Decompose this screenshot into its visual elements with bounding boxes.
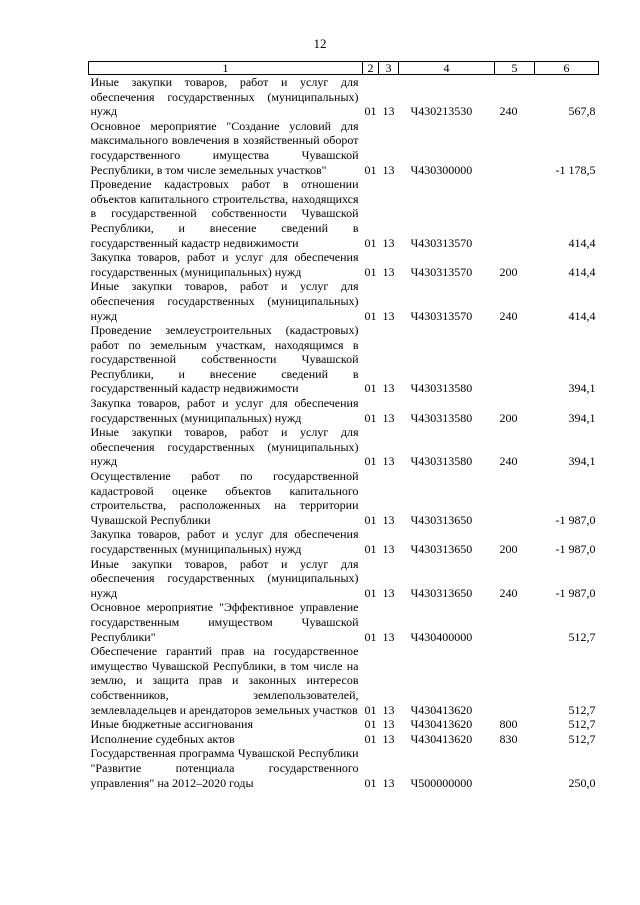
table-row [89,746,599,790]
table-row [89,717,599,732]
table-row [89,600,599,644]
row-section: 01 [364,381,377,396]
row-amount: -1 987,0 [555,512,596,527]
row-expense-type [495,323,535,396]
row-subsection: 13 [382,731,395,746]
row-section: 01 [364,162,377,177]
row-section: 01 [364,454,377,469]
row-amount: 394,1 [568,454,596,469]
budget-table [88,61,599,790]
table-row [89,732,599,747]
row-expense-type [495,119,535,177]
row-subsection: 13 [382,629,395,644]
row-section: 01 [364,629,377,644]
row-target-article: Ч430313650 [410,512,473,527]
row-amount: 414,4 [568,264,596,279]
row-expense-type: 200 [499,264,518,279]
row-section: 01 [364,308,377,323]
row-description: Иные закупки товаров, работ и услуг для обеспечения государственных (муниципальных) нужд [90,556,359,600]
row-target-article: Ч430400000 [410,629,473,644]
row-subsection: 13 [382,162,395,177]
row-description: Иные закупки товаров, работ и услуг для обеспечения государственных (муниципальных) нужд [90,279,359,323]
row-description: Закупка товаров, работ и услуг для обеспечения государственных (муниципальных) нужд [90,527,359,556]
row-description: Проведение землеустроительных (кадастровых) работ по земельным участкам, находящимся в государственной собственности Чувашской Республики, и внесение сведений в государственный кадастр недвижимости [90,323,359,396]
row-subsection: 13 [382,235,395,250]
row-section: 01 [364,410,377,425]
row-section: 01 [364,585,377,600]
table-row [89,177,599,250]
row-subsection: 13 [382,381,395,396]
row-expense-type [495,469,535,527]
row-section: 01 [364,731,377,746]
table-row [89,396,599,425]
row-amount: 250,0 [568,775,596,790]
row-expense-type: 240 [499,308,518,323]
row-amount: 394,1 [568,381,596,396]
row-section: 01 [364,104,377,119]
row-target-article: Ч430313580 [410,381,473,396]
header-row [89,62,599,75]
row-description: Основное мероприятие "Эффективное управление государственным имуществом Чувашской Республики" [90,600,359,644]
row-target-article: Ч430213530 [410,104,473,119]
row-description: Осуществление работ по государственной кадастровой оценке объектов капитального строительства, расположенных на территории Чувашской Республики [90,469,359,527]
row-section: 01 [364,264,377,279]
row-amount: 512,7 [568,731,596,746]
row-description: Иные бюджетные ассигнования [90,717,253,732]
table-row [89,323,599,396]
row-target-article: Ч430413620 [410,717,473,732]
row-description: Иные закупки товаров, работ и услуг для обеспечения государственных (муниципальных) нужд [90,75,359,119]
row-expense-type [495,746,535,790]
row-target-article: Ч430313570 [410,235,473,250]
row-target-article: Ч430313580 [410,454,473,469]
row-subsection: 13 [382,512,395,527]
row-amount: 414,4 [568,235,596,250]
row-amount: -1 987,0 [555,542,596,556]
table-row [89,75,599,119]
row-section: 01 [364,717,377,732]
table-body [89,75,599,791]
row-description: Исполнение судебных актов [90,731,235,746]
row-target-article: Ч430313570 [410,308,473,323]
row-target-article: Ч430300000 [410,162,473,177]
row-amount: 512,7 [568,702,596,717]
row-amount: 414,4 [568,308,596,323]
row-target-article: Ч430313570 [410,264,473,279]
row-expense-type: 200 [499,542,518,556]
table-row [89,557,599,601]
row-description: Закупка товаров, работ и услуг для обеспечения государственных (муниципальных) нужд [90,250,359,279]
row-subsection: 13 [382,104,395,119]
col-header-5: 5 [495,62,535,75]
row-subsection: 13 [382,702,395,717]
row-section: 01 [364,512,377,527]
col-header-3: 3 [379,62,399,75]
col-header-2: 2 [363,62,379,75]
row-section: 01 [364,702,377,717]
row-subsection: 13 [382,264,395,279]
table-row [89,279,599,323]
table-row [89,469,599,527]
row-section: 01 [364,775,377,790]
row-description: Закупка товаров, работ и услуг для обеспечения государственных (муниципальных) нужд [90,396,359,425]
row-expense-type [495,644,535,717]
row-target-article: Ч430313650 [410,542,473,556]
row-subsection: 13 [382,410,395,425]
col-header-1: 1 [89,62,363,75]
row-target-article: Ч500000000 [410,775,473,790]
col-header-6: 6 [535,62,599,75]
row-subsection: 13 [382,542,395,556]
row-expense-type: 200 [499,410,518,425]
row-amount: -1 178,5 [555,162,596,177]
row-description: Государственная программа Чувашской Республики "Развитие потенциала государственного управления" на 2012–2020 годы [90,746,359,790]
table-row [89,250,599,279]
row-subsection: 13 [382,454,395,469]
page-number: 12 [313,36,327,51]
row-expense-type: 830 [499,731,518,746]
row-expense-type [495,177,535,250]
table-row [89,644,599,717]
row-expense-type: 240 [499,104,518,119]
row-amount: 567,8 [568,104,596,119]
table-row [89,527,599,556]
row-subsection: 13 [382,775,395,790]
row-target-article: Ч430413620 [410,731,473,746]
col-header-4: 4 [399,62,495,75]
row-subsection: 13 [382,717,395,732]
row-target-article: Ч430413620 [410,702,473,717]
row-expense-type [495,600,535,644]
row-description: Проведение кадастровых работ в отношении объектов капитального строительства, находящихся в государственной собственности Чувашской Республики, и внесение сведений в государственный кадастр недвижимости [90,177,359,250]
row-target-article: Ч430313580 [410,410,473,425]
row-expense-type: 240 [499,454,518,469]
row-amount: 512,7 [568,629,596,644]
row-section: 01 [364,235,377,250]
row-subsection: 13 [382,308,395,323]
row-amount: 394,1 [568,410,596,425]
table-row [89,425,599,469]
row-description: Обеспечение гарантий прав на государственное имущество Чувашской Республики, в том числе на землю, и защита прав и законных интересов собственников, землепользователей, землевладельцев и арендаторов земельных участков [90,644,359,717]
row-description: Основное мероприятие "Создание условий для максимального вовлечения в хозяйственный оборот государственного имущества Чувашской Республики, в том числе земельных участков" [90,118,359,177]
row-amount: 512,7 [568,717,596,732]
row-amount: -1 987,0 [555,585,596,600]
table-row [89,119,599,177]
row-target-article: Ч430313650 [410,585,473,600]
row-expense-type: 800 [499,717,518,732]
row-subsection: 13 [382,585,395,600]
row-section: 01 [364,542,377,556]
row-expense-type: 240 [499,585,518,600]
row-description: Иные закупки товаров, работ и услуг для обеспечения государственных (муниципальных) нужд [90,425,359,469]
